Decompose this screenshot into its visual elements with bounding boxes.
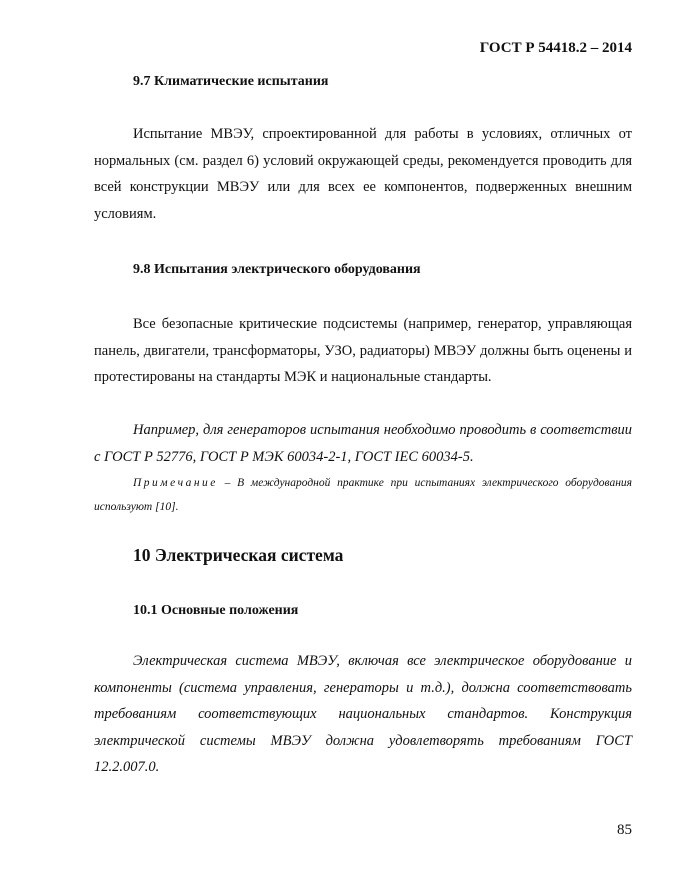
section-10-1-text: Электрическая система МВЭУ, включая все электрическое оборудование и компоненты (система управления, генераторы и т.д.), должна соответствовать требованиям соответствующих национальных стандартов. Конструкция электрической системы МВЭУ должна удовлетворять требованиям ГОСТ 12.2.007.0. xyxy=(94,653,632,775)
section-9-7-text: Испытание МВЭУ, спроектированной для работы в условиях, отличных от нормальных (см. раздел 6) условий окружающей среды, рекомендуется проводить для всей конструкции МВЭУ или для всех ее компонентов, подверженных внешним условиям. xyxy=(94,126,632,222)
section-9-7-title: 9.7 Климатические испытания xyxy=(133,74,329,89)
section-10-1-title: 10.1 Основные положения xyxy=(133,603,299,618)
document-header: ГОСТ Р 54418.2 – 2014 xyxy=(479,40,632,56)
page-number: 85 xyxy=(617,822,632,838)
section-9-8-title: 9.8 Испытания электрического оборудования xyxy=(133,262,421,277)
section-9-8-note xyxy=(94,471,632,519)
section-9-8-example: Например, для генераторов испытания необходимо проводить в соответствии с ГОСТ Р 52776, ГОСТ Р МЭК 60034-2-1, ГОСТ IEC 60034-5. xyxy=(94,422,632,465)
section-10-title: 10 Электрическая система xyxy=(133,545,344,565)
note-label: Примечание xyxy=(133,477,218,489)
section-9-8-text: Все безопасные критические подсистемы (например, генератор, управляющая панель, двигатели, трансформаторы, УЗО, радиаторы) МВЭУ должны быть оценены и протестированы на стандарты МЭК и национальные стандарты. xyxy=(94,316,632,385)
note-text: – В международной практике при испытаниях электрического оборудования используют [10]. xyxy=(94,477,632,513)
